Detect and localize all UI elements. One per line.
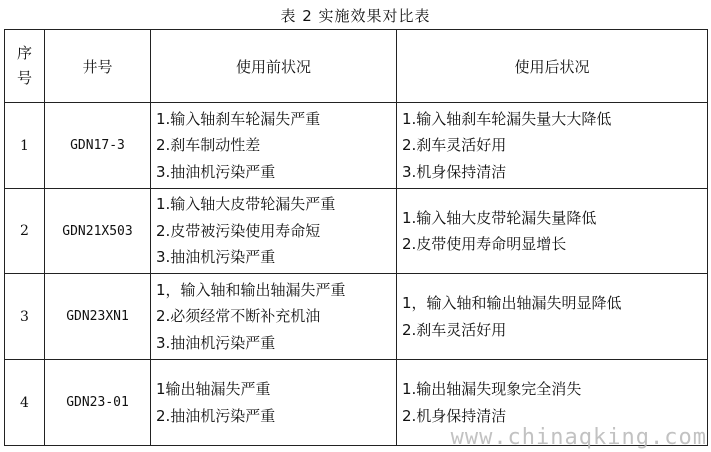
table-row <box>5 189 708 274</box>
row-seq: 1 <box>5 103 45 189</box>
after-item: 3.机身保持清洁 <box>402 162 507 181</box>
row-well: GDN17-3 <box>45 103 151 189</box>
after-item: 2.皮带使用寿命明显增长 <box>402 235 567 253</box>
before-item: 1，输入轴和输出轴漏失严重 <box>156 280 346 299</box>
row-before <box>151 189 397 274</box>
table-caption: 表 2 实施效果对比表 <box>280 7 431 25</box>
row-well: GDN21X503 <box>45 189 151 274</box>
before-item: 2.皮带被污染使用寿命短 <box>156 221 321 240</box>
row-well: GDN23-01 <box>45 360 151 446</box>
header-seq-line-2: 号 <box>16 69 32 87</box>
row-seq: 4 <box>5 360 45 446</box>
row-seq: 2 <box>5 189 45 274</box>
row-after <box>397 103 708 189</box>
row-well: GDN23XN1 <box>45 274 151 360</box>
header-row <box>5 30 708 103</box>
before-item: 2.抽油机污染严重 <box>156 406 276 425</box>
before-item: 3.抽油机污染严重 <box>156 162 276 181</box>
before-item: 2.必须经常不断补充机油 <box>156 307 321 326</box>
row-after <box>397 189 708 274</box>
table-row <box>5 103 708 189</box>
before-item: 1.输入轴刹车轮漏失严重 <box>156 109 321 128</box>
after-item: 2.刹车灵活好用 <box>402 136 507 155</box>
row-after <box>397 274 708 360</box>
header-before: 使用前状况 <box>151 30 397 103</box>
table-row <box>5 274 708 360</box>
before-item: 3.抽油机污染严重 <box>156 248 276 267</box>
comparison-table <box>4 29 708 446</box>
site-watermark: www.chinaqking.com <box>450 425 707 450</box>
after-item: 1.输入轴大皮带轮漏失量降低 <box>402 208 597 227</box>
row-before <box>151 274 397 360</box>
header-after: 使用后状况 <box>397 30 708 103</box>
row-before <box>151 360 397 446</box>
after-item: 1.输入轴刹车轮漏失量大大降低 <box>402 109 612 128</box>
header-well: 井号 <box>45 30 151 103</box>
before-item: 3.抽油机污染严重 <box>156 333 276 352</box>
before-item: 1输出轴漏失严重 <box>156 380 271 398</box>
after-item: 2.刹车灵活好用 <box>402 320 507 339</box>
after-item: 2.机身保持清洁 <box>402 406 507 425</box>
after-item: 1，输入轴和输出轴漏失明显降低 <box>402 294 622 312</box>
row-seq: 3 <box>5 274 45 360</box>
row-before <box>151 103 397 189</box>
header-seq <box>5 30 45 103</box>
before-item: 2.刹车制动性差 <box>156 136 261 155</box>
before-item: 1.输入轴大皮带轮漏失严重 <box>156 195 336 214</box>
after-item: 1.输出轴漏失现象完全消失 <box>402 380 582 398</box>
header-seq-line-1: 序 <box>16 44 32 62</box>
